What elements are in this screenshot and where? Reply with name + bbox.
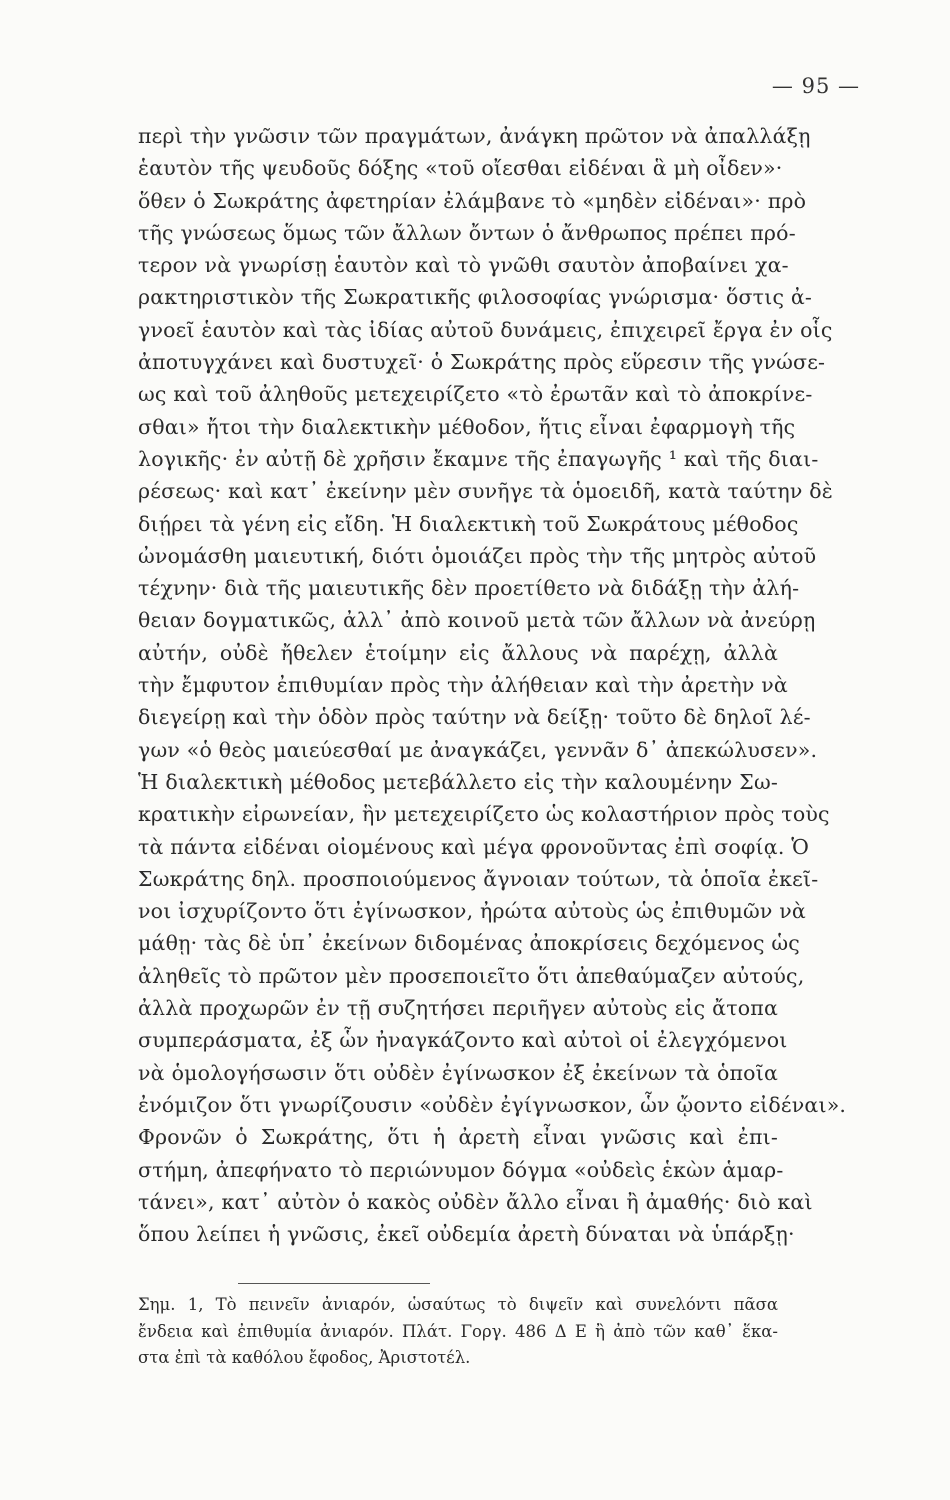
footnote-line: ἔνδεια καὶ ἐπιθυμία ἀνιαρόν. Πλάτ. Γοργ. 486 Δ Ε ἢ ἀπὸ τῶν καθ᾿ ἕκα-	[138, 1321, 778, 1341]
text-line: θειαν δογματικῶς, ἀλλ᾿ ἀπὸ κοινοῦ μετὰ τῶν ἄλλων νὰ ἀνεύρῃ	[138, 608, 816, 633]
text-line: λογικῆς· ἐν αὐτῇ δὲ χρῆσιν ἔκαμνε τῆς ἐπαγωγῆς ¹ καὶ τῆς διαι-	[138, 446, 819, 471]
text-line: ρέσεως· καὶ κατ᾿ ἐκείνην μὲν συνῆγε τὰ ὁμοειδῆ, κατὰ ταύτην δὲ	[138, 479, 833, 504]
text-line: συμπεράσματα, ἐξ ὧν ἠναγκάζοντο καὶ αὐτοὶ οἱ ἐλεγχόμενοι	[138, 1028, 788, 1053]
footnote-line: στα ἐπὶ τὰ καθόλου ἔφοδος, Ἀριστοτέλ.	[138, 1348, 471, 1367]
text-line: νοι ἰσχυρίζοντο ὅτι ἐγίνωσκον, ἠρώτα αὐτοὺς ὡς ἐπιθυμῶν νὰ	[138, 899, 806, 924]
text-line: τὴν ἔμφυτον ἐπιθυμίαν πρὸς τὴν ἀλήθειαν καὶ τὴν ἀρετὴν νὰ	[138, 673, 788, 698]
text-line: διῄρει τὰ γένη εἰς εἴδη. Ἡ διαλεκτικὴ τοῦ Σωκράτους μέθοδος	[138, 511, 799, 536]
text-line: περὶ τὴν γνῶσιν τῶν πραγμάτων, ἀνάγκη πρῶτον νὰ ἀπαλλάξῃ	[138, 124, 811, 148]
text-line: ἀλλὰ προχωρῶν ἐν τῇ συζητήσει περιῆγεν αὐτοὺς εἰς ἄτοπα	[138, 996, 778, 1021]
text-line: Σωκράτης δηλ. προσποιούμενος ἄγνοιαν τούτων, τὰ ὁποῖα ἐκεῖ-	[138, 866, 819, 891]
text-line: ὅθεν ὁ Σωκράτης ἀφετηρίαν ἐλάμβανε τὸ «μηδὲν εἰδέναι»· πρὸ	[138, 188, 807, 213]
text-line: ἀληθεῖς τὸ πρῶτον μὲν προσεποιεῖτο ὅτι ἀπεθαύμαζεν αὐτούς,	[138, 963, 805, 988]
text-line: στήμη, ἀπεφήνατο τὸ περιώνυμον δόγμα «οὐδεὶς ἑκὼν ἁμαρ-	[138, 1157, 784, 1182]
text-line: Φρονῶν ὁ Σωκράτης, ὅτι ἡ ἀρετὴ εἶναι γνῶσις καὶ ἐπι-	[138, 1125, 778, 1150]
text-line: ἀποτυγχάνει καὶ δυστυχεῖ· ὁ Σωκράτης πρὸς εὕρεσιν τῆς γνώσε-	[138, 350, 826, 375]
body-text	[138, 120, 847, 1250]
text-line: νὰ ὁμολογήσωσιν ὅτι οὐδὲν ἐγίνωσκον ἐξ ἐκείνων τὰ ὁποῖα	[138, 1060, 778, 1085]
footnote-line: Σημ. 1, Τὸ πεινεῖν ἀνιαρόν, ὡσαύτως τὸ διψεῖν καὶ συνελόντι πᾶσα	[138, 1295, 778, 1314]
text-line: γνοεῖ ἑαυτὸν καὶ τὰς ἰδίας αὐτοῦ δυνάμεις, ἐπιχειρεῖ ἔργα ἐν οἷς	[138, 317, 833, 342]
page-number: — 95 —	[771, 74, 860, 98]
text-line: ἑαυτὸν τῆς ψευδοῦς δόξης «τοῦ οἴεσθαι εἰδέναι ἃ μὴ οἶδεν»·	[138, 156, 783, 181]
text-line: αὐτήν, οὐδὲ ἤθελεν ἑτοίμην εἰς ἄλλους νὰ παρέχῃ, ἀλλὰ	[138, 640, 778, 665]
text-line: μάθῃ· τὰς δὲ ὑπ᾿ ἐκείνων διδομένας ἀποκρίσεις δεχόμενος ὡς	[138, 931, 800, 956]
text-line: ὅπου λείπει ἡ γνῶσις, ἐκεῖ οὐδεμία ἀρετὴ δύναται νὰ ὑπάρξῃ·	[138, 1222, 795, 1247]
text-line: τάνει», κατ᾿ αὐτὸν ὁ κακὸς οὐδὲν ἄλλο εἶναι ἢ ἀμαθής· διὸ καὶ	[138, 1189, 813, 1214]
text-line: διεγείρῃ καὶ τὴν ὁδὸν πρὸς ταύτην νὰ δείξῃ· τοῦτο δὲ δηλοῖ λέ-	[138, 705, 811, 730]
text-line: τῆς γνώσεως ὅμως τῶν ἄλλων ὄντων ὁ ἄνθρωπος πρέπει πρό-	[138, 220, 796, 245]
text-line: τὰ πάντα εἰδέναι οἰομένους καὶ μέγα φρονοῦντας ἐπὶ σοφίᾳ. Ὁ	[138, 834, 810, 859]
text-line: ως καὶ τοῦ ἀληθοῦς μετεχειρίζετο «τὸ ἐρωτᾶν καὶ τὸ ἀποκρίνε-	[138, 382, 813, 407]
text-line: Ἡ διαλεκτικὴ μέθοδος μετεβάλλετο εἰς τὴν καλουμένην Σω-	[138, 769, 778, 794]
text-line: ρακτηριστικὸν τῆς Σωκρατικῆς φιλοσοφίας γνώρισμα· ὅστις ἀ-	[138, 285, 813, 310]
text-line: κρατικὴν εἰρωνείαν, ἣν μετεχειρίζετο ὡς κολαστήριον πρὸς τοὺς	[138, 802, 830, 827]
footnote	[138, 1292, 778, 1372]
text-line: σθαι» ἤτοι τὴν διαλεκτικὴν μέθοδον, ἥτις εἶναι ἐφαρμογὴ τῆς	[138, 414, 796, 439]
text-line: γων «ὁ θεὸς μαιεύεσθαί με ἀναγκάζει, γεννᾶν δ᾿ ἀπεκώλυσεν».	[138, 737, 818, 762]
text-line: τερον νὰ γνωρίσῃ ἑαυτὸν καὶ τὸ γνῶθι σαυτὸν ἀποβαίνει χα-	[138, 253, 789, 278]
text-line: τέχνην· διὰ τῆς μαιευτικῆς δὲν προετίθετο νὰ διδάξῃ τὴν ἀλή-	[138, 576, 800, 601]
footnote-divider	[238, 1283, 430, 1284]
text-line: ὠνομάσθη μαιευτική, διότι ὁμοιάζει πρὸς τὴν τῆς μητρὸς αὐτοῦ	[138, 543, 817, 568]
text-line: ἐνόμιζον ὅτι γνωρίζουσιν «οὐδὲν ἐγίγνωσκον, ὧν ᾤοντο εἰδέναι».	[138, 1092, 847, 1117]
